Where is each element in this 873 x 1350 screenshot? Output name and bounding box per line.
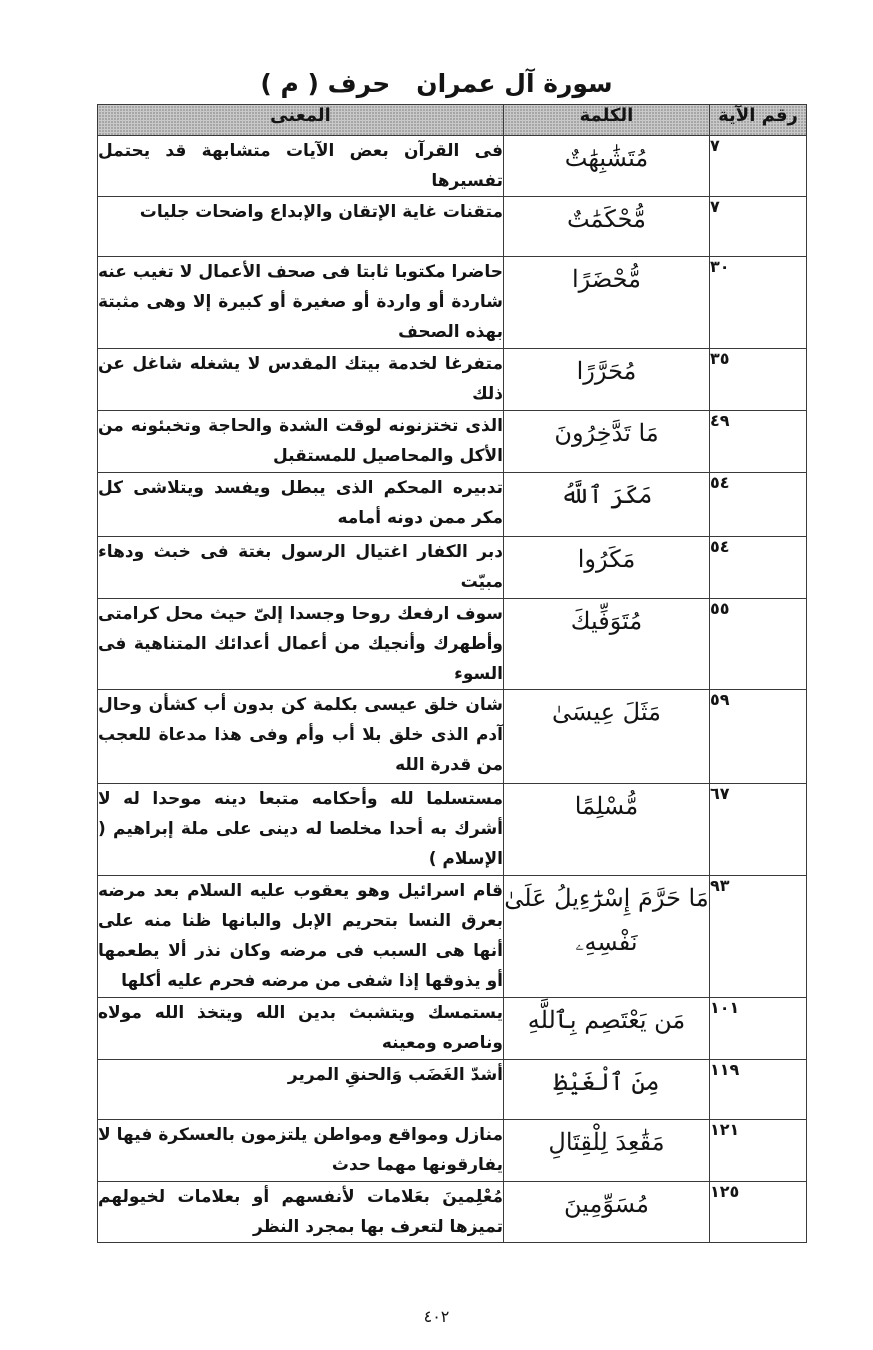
table-row <box>98 537 807 599</box>
surah-title: سورة آل عمران <box>416 69 613 98</box>
verse-number-cell: ١٢١ <box>710 1120 807 1182</box>
word-cell: مَقَٰعِدَ لِلْقِتَالِ <box>504 1120 710 1182</box>
word-cell: مَا حَرَّمَ إِسْرَٰٓءِيلُ عَلَىٰ نَفْسِهِۦ <box>504 876 710 998</box>
table-row <box>98 1060 807 1120</box>
table-row <box>98 1182 807 1243</box>
word-cell: مُسَوِّمِينَ <box>504 1182 710 1243</box>
meaning-cell: سوف ارفعك روحا وجسدا إلىّ حيث محل كرامتى وأطهرك وأنجيك من أعمال أعدائك المتناهية فى السوء <box>98 599 504 690</box>
table-row <box>98 197 807 257</box>
column-header-word: الكلمة <box>504 105 710 136</box>
glossary-table <box>97 104 807 1243</box>
verse-number-cell: ٤٩ <box>710 411 807 473</box>
verse-number-cell: ١١٩ <box>710 1060 807 1120</box>
word-cell: مُتَشَٰبِهَٰتٌ <box>504 136 710 197</box>
page-number: ٤٠٢ <box>423 1307 450 1326</box>
letter-title: حرف ( م ) <box>260 69 391 98</box>
column-header-meaning: المعنى <box>98 105 504 136</box>
word-cell: مَا تَدَّخِرُونَ <box>504 411 710 473</box>
meaning-cell: قام اسرائيل وهو يعقوب عليه السلام بعد مرضه بعرق النسا بتحريم الإبل والبانها ظنا منه على أنها هى السبب فى مرضه وكان نذر ألا يطعمها أو يذوقها إذا شفى من مرضه فحرم عليه أكلها <box>98 876 504 998</box>
verse-number-cell: ٩٣ <box>710 876 807 998</box>
meaning-cell: فى القرآن بعض الآيات متشابهة قد يحتمل تفسيرها <box>98 136 504 197</box>
verse-number-cell: ٣٠ <box>710 257 807 349</box>
meaning-cell: الذى تختزنونه لوقت الشدة والحاجة وتخبئونه من الأكل والمحاصيل للمستقبل <box>98 411 504 473</box>
meaning-cell: حاضرا مكتوبا ثابتا فى صحف الأعمال لا تغيب عنه شاردة أو واردة أو صغيرة أو كبيرة إلا وهى مثبتة بهذه الصحف <box>98 257 504 349</box>
word-cell: مَثَلَ عِيسَىٰ <box>504 690 710 784</box>
table-row <box>98 136 807 197</box>
meaning-cell: دبر الكفار اغتيال الرسول بغتة فى خبث ودهاء مبيّت <box>98 537 504 599</box>
verse-number-cell: ٦٧ <box>710 784 807 876</box>
meaning-cell: مُعْلِمينَ بعَلامات لأنفسهم أو بعلامات لخيولهم تميزها لتعرف بها بمجرد النظر <box>98 1182 504 1243</box>
word-cell: مَن يَعْتَصِم بِٱللَّهِ <box>504 998 710 1060</box>
table-row <box>98 998 807 1060</box>
verse-number-cell: ٧ <box>710 136 807 197</box>
column-header-verse-number: رقم الآية <box>710 105 807 136</box>
table-row <box>98 411 807 473</box>
word-cell: مُتَوَفِّيكَ <box>504 599 710 690</box>
word-cell: مِنَ ٱلْغَيْظِ <box>504 1060 710 1120</box>
meaning-cell: يستمسك ويتشبث بدين الله ويتخذ الله مولاه وناصره ومعينه <box>98 998 504 1060</box>
word-cell: مَكَرُوا <box>504 537 710 599</box>
verse-number-cell: ٥٤ <box>710 537 807 599</box>
meaning-cell: مستسلما لله وأحكامه متبعا دينه موحدا له لا أشرك به أحدا مخلصا له دينى على ملة إبراهيم ( الإسلام ) <box>98 784 504 876</box>
meaning-cell: منازل ومواقع ومواطن يلتزمون بالعسكرة فيها لا يفارقونها مهما حدث <box>98 1120 504 1182</box>
page-title <box>0 66 873 102</box>
word-cell: مُحَرَّرًا <box>504 349 710 411</box>
word-cell: مَكَرَ ٱللَّهُ <box>504 473 710 537</box>
meaning-cell: متقنات غاية الإتقان والإبداع واضحات جليات <box>98 197 504 257</box>
verse-number-cell: ٥٤ <box>710 473 807 537</box>
table-row <box>98 599 807 690</box>
verse-number-cell: ٧ <box>710 197 807 257</box>
verse-number-cell: ٥٥ <box>710 599 807 690</box>
meaning-cell: متفرغا لخدمة بيتك المقدس لا يشغله شاغل عن ذلك <box>98 349 504 411</box>
table-header-row <box>98 105 807 136</box>
meaning-cell: تدبيره المحكم الذى يبطل ويفسد ويتلاشى كل مكر ممن دونه أمامه <box>98 473 504 537</box>
word-cell: مُّسْلِمًا <box>504 784 710 876</box>
table-row <box>98 349 807 411</box>
table-row <box>98 257 807 349</box>
table-row <box>98 1120 807 1182</box>
table-row <box>98 690 807 784</box>
word-cell: مُّحْكَمَٰتٌ <box>504 197 710 257</box>
verse-number-cell: ١٠١ <box>710 998 807 1060</box>
verse-number-cell: ٥٩ <box>710 690 807 784</box>
verse-number-cell: ١٢٥ <box>710 1182 807 1243</box>
meaning-cell: شان خلق عيسى بكلمة كن بدون أب كشأن وحال آدم الذى خلق بلا أب وأم وفى هذا مدعاة للعجب من قدرة الله <box>98 690 504 784</box>
word-cell: مُّحْضَرًا <box>504 257 710 349</box>
table-row <box>98 473 807 537</box>
meaning-cell: أشدّ الغَضَب وَالحنقِ المرير <box>98 1060 504 1120</box>
table-row <box>98 876 807 998</box>
verse-number-cell: ٣٥ <box>710 349 807 411</box>
table-row <box>98 784 807 876</box>
